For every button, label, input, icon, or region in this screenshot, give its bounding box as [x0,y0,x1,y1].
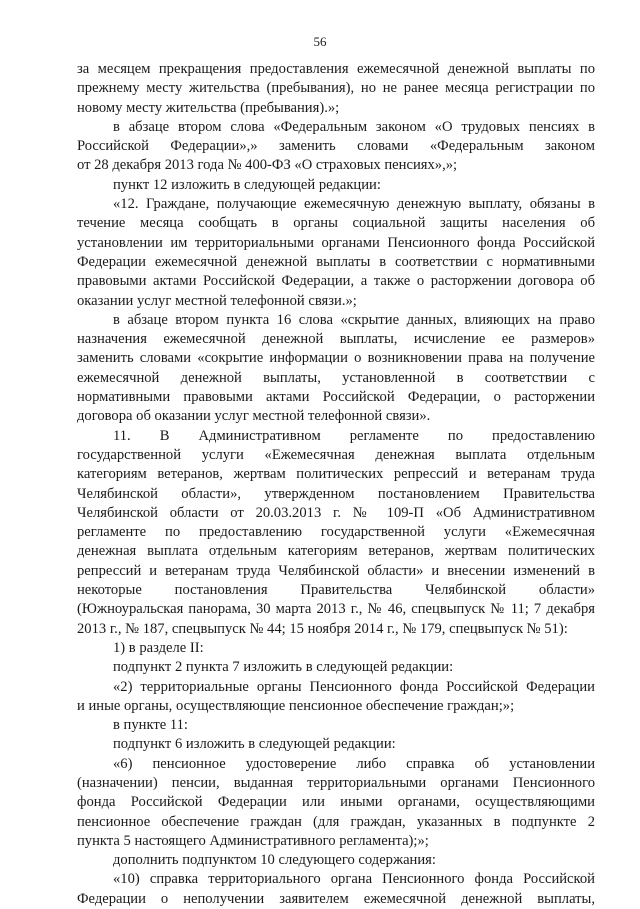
text-line: в пункте 11: [113,717,188,734]
text-line: 2013 г., № 187, спецвыпуск № 44; 15 ноября 2014 г., № 179, спецвыпуск № 51): [77,620,568,637]
text-line: пенсионное обеспечение граждан (для граждан, указанных в подпункте 2 [77,813,595,830]
text-line: правовыми актами Российской Федерации, а также о расторжении договора об [77,273,595,290]
text-line: подпункт 6 изложить в следующей редакции: [113,736,396,753]
text-line: подпункт 2 пункта 7 изложить в следующей редакции: [113,659,454,676]
text-line: договора об оказании услуг местной телефонной связи». [77,408,431,425]
text-line: прежнему месту жительства (пребывания), но не ранее месяца регистрации по [77,80,595,97]
text-line: регламенте по предоставлению государственной услуги «Ежемесячная [77,524,595,541]
text-line: нормативными правовыми актами Российской Федерации, о расторжении [77,389,595,406]
text-line: государственной услуги «Ежемесячная денежная выплата отдельным [77,446,595,463]
text-line: репрессий и ветеранам труда Челябинской области» и внесении изменений в [77,562,595,579]
text-line: за месяцем прекращения предоставления ежемесячной денежной выплаты по [77,61,595,77]
text-line: (назначении) пенсии, выданная территориальными органами Пенсионного [77,774,595,791]
text-line: оказании услуг местной телефонной связи.»; [77,292,357,309]
text-line: Российской Федерации»,» заменить словами «Федеральным законом [77,138,595,155]
text-line: фонда Российской Федерации или иными органами, осуществляющими [77,794,595,811]
text-line: пункт 12 изложить в следующей редакции: [113,176,381,193]
text-line: «2) территориальные органы Пенсионного фонда Российской Федерации [113,678,595,695]
text-line: денежная выплата отдельным категориям ветеранов, жертвам политических [77,543,595,560]
text-line: (Южноуральская панорама, 30 марта 2013 г., № 46, спецвыпуск № 11; 7 декабря [77,601,595,618]
text-line: Федерации о неполучении заявителем ежемесячной денежной выплаты, [77,890,595,907]
text-line: Челябинской области», утвержденном постановлением Правительства [77,485,595,502]
text-line: «6) пенсионное удостоверение либо справка об установлении [113,755,595,772]
text-line: назначения ежемесячной денежной выплаты, исчисление ее размеров» [77,331,595,348]
text-line: пункта 5 настоящего Административного регламента);»; [77,832,429,849]
text-line: некоторые постановления Правительства Челябинской области» [77,582,595,599]
text-line: «10) справка территориального органа Пенсионного фонда Российской [113,871,595,888]
text-line: 11. В Административном регламенте по предоставлению [113,427,595,444]
document-body [77,60,595,909]
text-line: категориям ветеранов, жертвам политических репрессий и ветеранам труда [77,466,595,483]
text-line: «12. Граждане, получающие ежемесячную денежную выплату, обязаны в [113,196,595,213]
text-line: установлении им территориальными органами Пенсионного фонда Российской [77,234,595,251]
text-line: и иные органы, осуществляющие пенсионное обеспечение граждан;»; [77,697,515,714]
text-line: Федерации ежемесячной денежной выплаты в соответствии с нормативными [77,253,595,270]
text-line: от 28 декабря 2013 года № 400-ФЗ «О страховых пенсиях»,»; [77,157,458,174]
text-line: ежемесячной денежной выплаты, установленной в соответствии с [77,369,595,386]
page-number: 56 [313,34,327,49]
text-line: в абзаце втором пункта 16 слова «скрытие данных, влияющих на право [113,311,595,328]
text-line: Челябинской области от 20.03.2013 г. № 109-П «Об Административном [77,504,595,521]
text-line: дополнить подпунктом 10 следующего содержания: [113,852,436,869]
text-line: 1) в разделе II: [113,639,204,656]
text-line: течение месяца сообщать в органы социальной защиты населения об [77,215,595,232]
text-line: новому месту жительства (пребывания).»; [77,99,340,116]
text-line: в абзаце втором слова «Федеральным законом «О трудовых пенсиях в [113,118,595,135]
text-line: заменить словами «сокрытие информации о возникновении права на получение [77,350,595,367]
